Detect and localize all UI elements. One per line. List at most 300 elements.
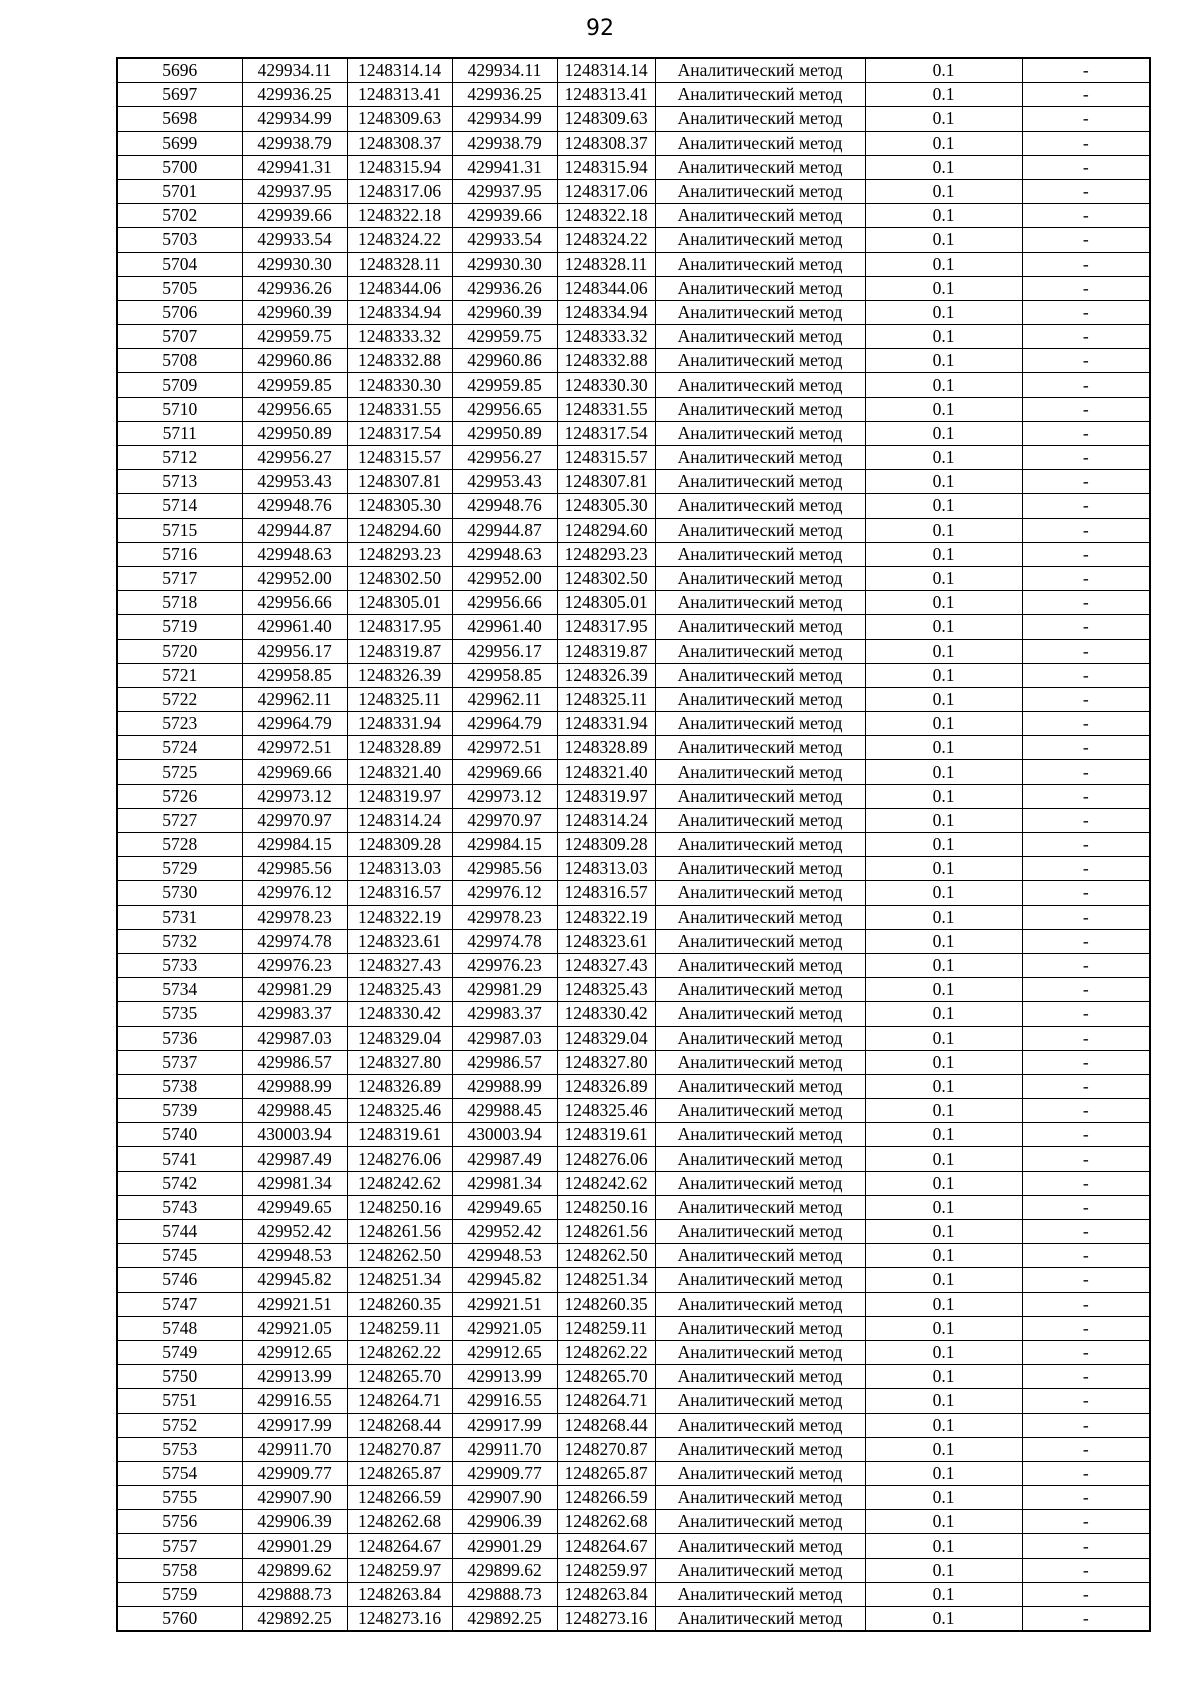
y-coordinate-2-cell: 1248319.87 <box>557 639 655 663</box>
coordinates-table <box>116 57 1151 1632</box>
x-coordinate-cell: 429949.65 <box>242 1195 347 1219</box>
method-cell: Аналитический метод <box>655 1074 865 1098</box>
x-coordinate-2-cell: 429950.89 <box>452 421 557 445</box>
note-cell: - <box>1022 494 1150 518</box>
point-number-cell: 5748 <box>117 1316 242 1340</box>
accuracy-cell: 0.1 <box>865 639 1022 663</box>
note-cell: - <box>1022 712 1150 736</box>
y-coordinate-cell: 1248322.18 <box>347 204 452 228</box>
table-row <box>117 615 1150 639</box>
accuracy-cell: 0.1 <box>865 1365 1022 1389</box>
method-cell: Аналитический метод <box>655 1316 865 1340</box>
x-coordinate-2-cell: 429956.65 <box>452 397 557 421</box>
table-row <box>117 857 1150 881</box>
accuracy-cell: 0.1 <box>865 615 1022 639</box>
accuracy-cell: 0.1 <box>865 1461 1022 1485</box>
accuracy-cell: 0.1 <box>865 325 1022 349</box>
method-cell: Аналитический метод <box>655 1050 865 1074</box>
table-row <box>117 978 1150 1002</box>
y-coordinate-2-cell: 1248332.88 <box>557 349 655 373</box>
point-number-cell: 5712 <box>117 446 242 470</box>
accuracy-cell: 0.1 <box>865 1340 1022 1364</box>
method-cell: Аналитический метод <box>655 1002 865 1026</box>
x-coordinate-cell: 429888.73 <box>242 1582 347 1606</box>
x-coordinate-2-cell: 429911.70 <box>452 1437 557 1461</box>
note-cell: - <box>1022 687 1150 711</box>
table-row <box>117 639 1150 663</box>
y-coordinate-cell: 1248332.88 <box>347 349 452 373</box>
y-coordinate-2-cell: 1248327.80 <box>557 1050 655 1074</box>
y-coordinate-cell: 1248260.35 <box>347 1292 452 1316</box>
point-number-cell: 5714 <box>117 494 242 518</box>
point-number-cell: 5745 <box>117 1244 242 1268</box>
accuracy-cell: 0.1 <box>865 446 1022 470</box>
point-number-cell: 5711 <box>117 421 242 445</box>
accuracy-cell: 0.1 <box>865 1534 1022 1558</box>
accuracy-cell: 0.1 <box>865 881 1022 905</box>
note-cell: - <box>1022 107 1150 131</box>
table-row <box>117 1074 1150 1098</box>
table-row <box>117 784 1150 808</box>
y-coordinate-cell: 1248321.40 <box>347 760 452 784</box>
note-cell: - <box>1022 1123 1150 1147</box>
point-number-cell: 5746 <box>117 1268 242 1292</box>
accuracy-cell: 0.1 <box>865 1220 1022 1244</box>
point-number-cell: 5749 <box>117 1340 242 1364</box>
y-coordinate-2-cell: 1248324.22 <box>557 228 655 252</box>
point-number-cell: 5735 <box>117 1002 242 1026</box>
point-number-cell: 5705 <box>117 276 242 300</box>
point-number-cell: 5752 <box>117 1413 242 1437</box>
x-coordinate-cell: 429956.65 <box>242 397 347 421</box>
point-number-cell: 5728 <box>117 833 242 857</box>
y-coordinate-cell: 1248250.16 <box>347 1195 452 1219</box>
accuracy-cell: 0.1 <box>865 712 1022 736</box>
accuracy-cell: 0.1 <box>865 1002 1022 1026</box>
x-coordinate-2-cell: 429988.45 <box>452 1099 557 1123</box>
point-number-cell: 5707 <box>117 325 242 349</box>
accuracy-cell: 0.1 <box>865 373 1022 397</box>
x-coordinate-cell: 429976.23 <box>242 953 347 977</box>
method-cell: Аналитический метод <box>655 83 865 107</box>
y-coordinate-2-cell: 1248265.70 <box>557 1365 655 1389</box>
accuracy-cell: 0.1 <box>865 421 1022 445</box>
table-row <box>117 1123 1150 1147</box>
x-coordinate-cell: 429930.30 <box>242 252 347 276</box>
x-coordinate-2-cell: 429953.43 <box>452 470 557 494</box>
x-coordinate-cell: 429909.77 <box>242 1461 347 1485</box>
y-coordinate-cell: 1248259.11 <box>347 1316 452 1340</box>
point-number-cell: 5734 <box>117 978 242 1002</box>
table-row <box>117 808 1150 832</box>
y-coordinate-2-cell: 1248266.59 <box>557 1486 655 1510</box>
x-coordinate-2-cell: 429962.11 <box>452 687 557 711</box>
accuracy-cell: 0.1 <box>865 905 1022 929</box>
accuracy-cell: 0.1 <box>865 1558 1022 1582</box>
note-cell: - <box>1022 929 1150 953</box>
point-number-cell: 5760 <box>117 1607 242 1632</box>
note-cell: - <box>1022 204 1150 228</box>
note-cell: - <box>1022 1389 1150 1413</box>
x-coordinate-cell: 429964.79 <box>242 712 347 736</box>
x-coordinate-2-cell: 429952.00 <box>452 566 557 590</box>
method-cell: Аналитический метод <box>655 421 865 445</box>
x-coordinate-cell: 429953.43 <box>242 470 347 494</box>
table-row <box>117 1316 1150 1340</box>
method-cell: Аналитический метод <box>655 760 865 784</box>
x-coordinate-2-cell: 429901.29 <box>452 1534 557 1558</box>
x-coordinate-2-cell: 429888.73 <box>452 1582 557 1606</box>
note-cell: - <box>1022 83 1150 107</box>
table-row <box>117 1340 1150 1364</box>
x-coordinate-cell: 429978.23 <box>242 905 347 929</box>
table-row <box>117 687 1150 711</box>
x-coordinate-2-cell: 429984.15 <box>452 833 557 857</box>
note-cell: - <box>1022 615 1150 639</box>
x-coordinate-2-cell: 429958.85 <box>452 663 557 687</box>
x-coordinate-2-cell: 429913.99 <box>452 1365 557 1389</box>
x-coordinate-cell: 430003.94 <box>242 1123 347 1147</box>
method-cell: Аналитический метод <box>655 639 865 663</box>
y-coordinate-2-cell: 1248325.43 <box>557 978 655 1002</box>
point-number-cell: 5739 <box>117 1099 242 1123</box>
table-row <box>117 1437 1150 1461</box>
method-cell: Аналитический метод <box>655 1437 865 1461</box>
method-cell: Аналитический метод <box>655 1413 865 1437</box>
y-coordinate-2-cell: 1248317.95 <box>557 615 655 639</box>
method-cell: Аналитический метод <box>655 784 865 808</box>
method-cell: Аналитический метод <box>655 591 865 615</box>
point-number-cell: 5700 <box>117 155 242 179</box>
point-number-cell: 5727 <box>117 808 242 832</box>
accuracy-cell: 0.1 <box>865 1147 1022 1171</box>
y-coordinate-2-cell: 1248322.18 <box>557 204 655 228</box>
point-number-cell: 5759 <box>117 1582 242 1606</box>
x-coordinate-cell: 429916.55 <box>242 1389 347 1413</box>
note-cell: - <box>1022 1437 1150 1461</box>
x-coordinate-2-cell: 429934.99 <box>452 107 557 131</box>
x-coordinate-2-cell: 429956.27 <box>452 446 557 470</box>
x-coordinate-2-cell: 429960.86 <box>452 349 557 373</box>
table-row <box>117 1244 1150 1268</box>
method-cell: Аналитический метод <box>655 1534 865 1558</box>
method-cell: Аналитический метод <box>655 58 865 83</box>
table-row <box>117 325 1150 349</box>
table-row <box>117 1002 1150 1026</box>
y-coordinate-2-cell: 1248309.28 <box>557 833 655 857</box>
table-row <box>117 905 1150 929</box>
accuracy-cell: 0.1 <box>865 566 1022 590</box>
method-cell: Аналитический метод <box>655 542 865 566</box>
point-number-cell: 5757 <box>117 1534 242 1558</box>
y-coordinate-2-cell: 1248329.04 <box>557 1026 655 1050</box>
y-coordinate-2-cell: 1248331.94 <box>557 712 655 736</box>
note-cell: - <box>1022 857 1150 881</box>
y-coordinate-cell: 1248327.43 <box>347 953 452 977</box>
x-coordinate-2-cell: 429941.31 <box>452 155 557 179</box>
note-cell: - <box>1022 1486 1150 1510</box>
y-coordinate-cell: 1248268.44 <box>347 1413 452 1437</box>
y-coordinate-2-cell: 1248325.46 <box>557 1099 655 1123</box>
method-cell: Аналитический метод <box>655 1292 865 1316</box>
point-number-cell: 5717 <box>117 566 242 590</box>
accuracy-cell: 0.1 <box>865 591 1022 615</box>
y-coordinate-2-cell: 1248265.87 <box>557 1461 655 1485</box>
y-coordinate-2-cell: 1248316.57 <box>557 881 655 905</box>
method-cell: Аналитический метод <box>655 1147 865 1171</box>
table-row <box>117 1582 1150 1606</box>
x-coordinate-cell: 429948.63 <box>242 542 347 566</box>
y-coordinate-2-cell: 1248328.11 <box>557 252 655 276</box>
method-cell: Аналитический метод <box>655 155 865 179</box>
table-row <box>117 1486 1150 1510</box>
x-coordinate-2-cell: 429921.51 <box>452 1292 557 1316</box>
x-coordinate-cell: 429960.86 <box>242 349 347 373</box>
table-row <box>117 494 1150 518</box>
y-coordinate-cell: 1248309.63 <box>347 107 452 131</box>
x-coordinate-2-cell: 429912.65 <box>452 1340 557 1364</box>
accuracy-cell: 0.1 <box>865 1244 1022 1268</box>
table-row <box>117 929 1150 953</box>
y-coordinate-cell: 1248330.42 <box>347 1002 452 1026</box>
method-cell: Аналитический метод <box>655 252 865 276</box>
x-coordinate-2-cell: 429944.87 <box>452 518 557 542</box>
x-coordinate-2-cell: 429986.57 <box>452 1050 557 1074</box>
x-coordinate-cell: 429906.39 <box>242 1510 347 1534</box>
table-row <box>117 736 1150 760</box>
table-row <box>117 373 1150 397</box>
method-cell: Аналитический метод <box>655 736 865 760</box>
x-coordinate-cell: 429938.79 <box>242 131 347 155</box>
note-cell: - <box>1022 1413 1150 1437</box>
accuracy-cell: 0.1 <box>865 808 1022 832</box>
note-cell: - <box>1022 1607 1150 1632</box>
x-coordinate-2-cell: 429921.05 <box>452 1316 557 1340</box>
method-cell: Аналитический метод <box>655 325 865 349</box>
accuracy-cell: 0.1 <box>865 155 1022 179</box>
accuracy-cell: 0.1 <box>865 1607 1022 1632</box>
y-coordinate-2-cell: 1248264.67 <box>557 1534 655 1558</box>
y-coordinate-cell: 1248319.97 <box>347 784 452 808</box>
x-coordinate-cell: 429976.12 <box>242 881 347 905</box>
point-number-cell: 5716 <box>117 542 242 566</box>
method-cell: Аналитический метод <box>655 712 865 736</box>
x-coordinate-2-cell: 429973.12 <box>452 784 557 808</box>
table-row <box>117 833 1150 857</box>
accuracy-cell: 0.1 <box>865 179 1022 203</box>
y-coordinate-cell: 1248309.28 <box>347 833 452 857</box>
note-cell: - <box>1022 663 1150 687</box>
y-coordinate-cell: 1248322.19 <box>347 905 452 929</box>
x-coordinate-2-cell: 429985.56 <box>452 857 557 881</box>
y-coordinate-2-cell: 1248314.14 <box>557 58 655 83</box>
point-number-cell: 5720 <box>117 639 242 663</box>
y-coordinate-cell: 1248326.39 <box>347 663 452 687</box>
point-number-cell: 5704 <box>117 252 242 276</box>
accuracy-cell: 0.1 <box>865 204 1022 228</box>
table-row <box>117 1147 1150 1171</box>
note-cell: - <box>1022 1461 1150 1485</box>
point-number-cell: 5741 <box>117 1147 242 1171</box>
x-coordinate-2-cell: 429959.85 <box>452 373 557 397</box>
x-coordinate-cell: 429952.00 <box>242 566 347 590</box>
point-number-cell: 5747 <box>117 1292 242 1316</box>
point-number-cell: 5713 <box>117 470 242 494</box>
y-coordinate-cell: 1248265.87 <box>347 1461 452 1485</box>
y-coordinate-2-cell: 1248314.24 <box>557 808 655 832</box>
accuracy-cell: 0.1 <box>865 833 1022 857</box>
table-row <box>117 58 1150 83</box>
point-number-cell: 5740 <box>117 1123 242 1147</box>
point-number-cell: 5732 <box>117 929 242 953</box>
method-cell: Аналитический метод <box>655 1510 865 1534</box>
x-coordinate-2-cell: 429970.97 <box>452 808 557 832</box>
y-coordinate-cell: 1248344.06 <box>347 276 452 300</box>
x-coordinate-cell: 429917.99 <box>242 1413 347 1437</box>
note-cell: - <box>1022 1220 1150 1244</box>
note-cell: - <box>1022 1510 1150 1534</box>
point-number-cell: 5729 <box>117 857 242 881</box>
y-coordinate-cell: 1248315.57 <box>347 446 452 470</box>
note-cell: - <box>1022 1268 1150 1292</box>
x-coordinate-cell: 429960.39 <box>242 300 347 324</box>
point-number-cell: 5751 <box>117 1389 242 1413</box>
x-coordinate-2-cell: 429899.62 <box>452 1558 557 1582</box>
method-cell: Аналитический метод <box>655 107 865 131</box>
x-coordinate-2-cell: 429974.78 <box>452 929 557 953</box>
point-number-cell: 5758 <box>117 1558 242 1582</box>
note-cell: - <box>1022 131 1150 155</box>
x-coordinate-cell: 429961.40 <box>242 615 347 639</box>
method-cell: Аналитический метод <box>655 1389 865 1413</box>
point-number-cell: 5750 <box>117 1365 242 1389</box>
y-coordinate-2-cell: 1248262.22 <box>557 1340 655 1364</box>
y-coordinate-2-cell: 1248250.16 <box>557 1195 655 1219</box>
y-coordinate-cell: 1248319.61 <box>347 1123 452 1147</box>
point-number-cell: 5697 <box>117 83 242 107</box>
accuracy-cell: 0.1 <box>865 300 1022 324</box>
accuracy-cell: 0.1 <box>865 349 1022 373</box>
point-number-cell: 5754 <box>117 1461 242 1485</box>
table-row <box>117 397 1150 421</box>
note-cell: - <box>1022 58 1150 83</box>
y-coordinate-cell: 1248324.22 <box>347 228 452 252</box>
note-cell: - <box>1022 784 1150 808</box>
note-cell: - <box>1022 300 1150 324</box>
y-coordinate-cell: 1248264.71 <box>347 1389 452 1413</box>
x-coordinate-2-cell: 429978.23 <box>452 905 557 929</box>
accuracy-cell: 0.1 <box>865 1510 1022 1534</box>
x-coordinate-2-cell: 429906.39 <box>452 1510 557 1534</box>
note-cell: - <box>1022 1002 1150 1026</box>
x-coordinate-2-cell: 429937.95 <box>452 179 557 203</box>
method-cell: Аналитический метод <box>655 1607 865 1632</box>
y-coordinate-cell: 1248328.89 <box>347 736 452 760</box>
accuracy-cell: 0.1 <box>865 131 1022 155</box>
method-cell: Аналитический метод <box>655 228 865 252</box>
note-cell: - <box>1022 1099 1150 1123</box>
x-coordinate-cell: 429988.45 <box>242 1099 347 1123</box>
table-row <box>117 542 1150 566</box>
note-cell: - <box>1022 1365 1150 1389</box>
x-coordinate-cell: 429969.66 <box>242 760 347 784</box>
table-row <box>117 1607 1150 1632</box>
note-cell: - <box>1022 808 1150 832</box>
point-number-cell: 5698 <box>117 107 242 131</box>
y-coordinate-cell: 1248305.30 <box>347 494 452 518</box>
table-row <box>117 1268 1150 1292</box>
method-cell: Аналитический метод <box>655 494 865 518</box>
method-cell: Аналитический метод <box>655 929 865 953</box>
x-coordinate-2-cell: 429952.42 <box>452 1220 557 1244</box>
x-coordinate-2-cell: 429938.79 <box>452 131 557 155</box>
table-row <box>117 1461 1150 1485</box>
method-cell: Аналитический метод <box>655 518 865 542</box>
accuracy-cell: 0.1 <box>865 663 1022 687</box>
accuracy-cell: 0.1 <box>865 470 1022 494</box>
table-row <box>117 1365 1150 1389</box>
x-coordinate-2-cell: 429948.53 <box>452 1244 557 1268</box>
x-coordinate-cell: 429934.11 <box>242 58 347 83</box>
x-coordinate-2-cell: 429969.66 <box>452 760 557 784</box>
x-coordinate-2-cell: 429956.66 <box>452 591 557 615</box>
accuracy-cell: 0.1 <box>865 687 1022 711</box>
accuracy-cell: 0.1 <box>865 1413 1022 1437</box>
method-cell: Аналитический метод <box>655 566 865 590</box>
note-cell: - <box>1022 978 1150 1002</box>
y-coordinate-2-cell: 1248319.97 <box>557 784 655 808</box>
table-row <box>117 252 1150 276</box>
note-cell: - <box>1022 639 1150 663</box>
method-cell: Аналитический метод <box>655 833 865 857</box>
y-coordinate-cell: 1248331.55 <box>347 397 452 421</box>
method-cell: Аналитический метод <box>655 881 865 905</box>
table-row <box>117 276 1150 300</box>
note-cell: - <box>1022 953 1150 977</box>
y-coordinate-2-cell: 1248305.30 <box>557 494 655 518</box>
x-coordinate-cell: 429939.66 <box>242 204 347 228</box>
x-coordinate-cell: 429921.51 <box>242 1292 347 1316</box>
x-coordinate-cell: 429912.65 <box>242 1340 347 1364</box>
y-coordinate-2-cell: 1248317.54 <box>557 421 655 445</box>
y-coordinate-cell: 1248329.04 <box>347 1026 452 1050</box>
accuracy-cell: 0.1 <box>865 736 1022 760</box>
y-coordinate-cell: 1248305.01 <box>347 591 452 615</box>
y-coordinate-2-cell: 1248331.55 <box>557 397 655 421</box>
table-row <box>117 1026 1150 1050</box>
y-coordinate-2-cell: 1248325.11 <box>557 687 655 711</box>
table-row <box>117 470 1150 494</box>
note-cell: - <box>1022 1316 1150 1340</box>
y-coordinate-2-cell: 1248313.03 <box>557 857 655 881</box>
y-coordinate-2-cell: 1248268.44 <box>557 1413 655 1437</box>
note-cell: - <box>1022 1558 1150 1582</box>
x-coordinate-cell: 429950.89 <box>242 421 347 445</box>
x-coordinate-2-cell: 429936.26 <box>452 276 557 300</box>
y-coordinate-2-cell: 1248305.01 <box>557 591 655 615</box>
point-number-cell: 5726 <box>117 784 242 808</box>
x-coordinate-2-cell: 430003.94 <box>452 1123 557 1147</box>
point-number-cell: 5742 <box>117 1171 242 1195</box>
x-coordinate-cell: 429892.25 <box>242 1607 347 1632</box>
y-coordinate-cell: 1248262.50 <box>347 1244 452 1268</box>
x-coordinate-2-cell: 429930.30 <box>452 252 557 276</box>
y-coordinate-2-cell: 1248307.81 <box>557 470 655 494</box>
table-row <box>117 1510 1150 1534</box>
x-coordinate-2-cell: 429948.63 <box>452 542 557 566</box>
note-cell: - <box>1022 155 1150 179</box>
table-row <box>117 591 1150 615</box>
